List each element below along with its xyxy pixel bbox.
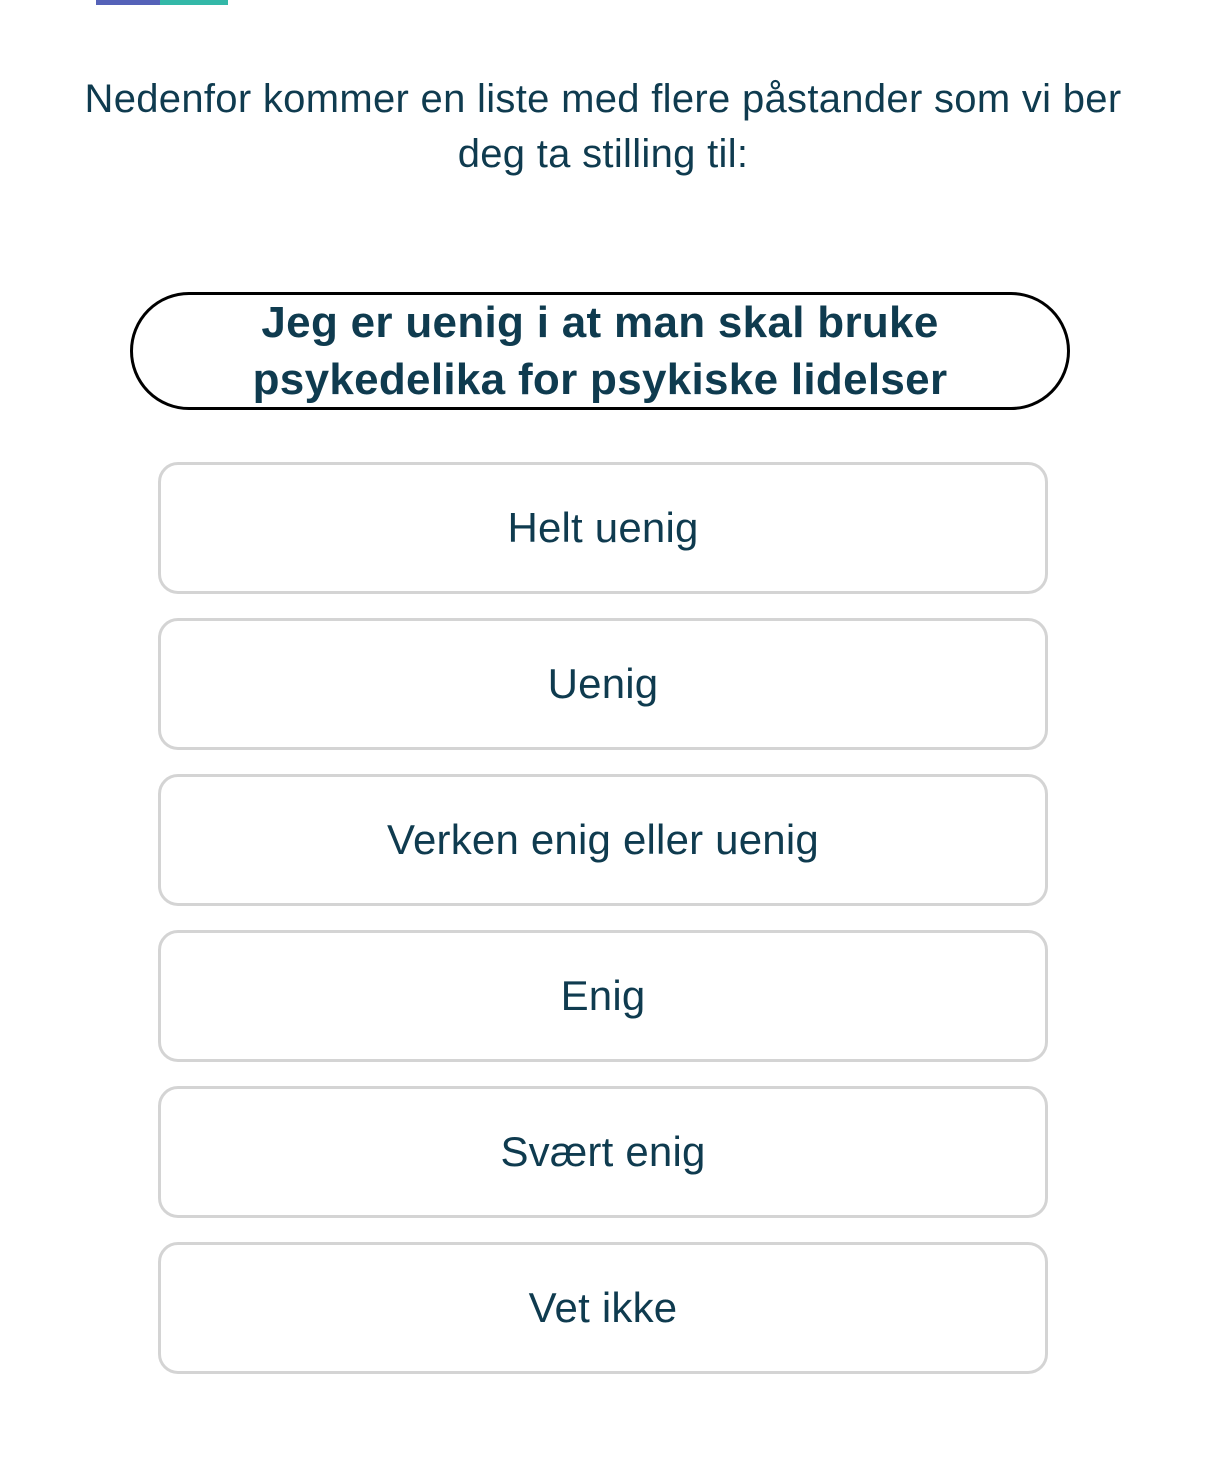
progress-segment-primary [96, 0, 160, 5]
option-label: Vet ikke [528, 1284, 678, 1331]
option-vet-ikke-button[interactable] [158, 1242, 1048, 1374]
option-svaert-enig-button[interactable] [158, 1086, 1048, 1218]
option-enig-button[interactable] [158, 930, 1048, 1062]
statement-text: Jeg er uenig i at man skal bruke psykedelika for psykiske lidelser [252, 298, 948, 404]
option-uenig-button[interactable] [158, 618, 1048, 750]
option-helt-uenig-button[interactable] [158, 462, 1048, 594]
option-verken-enig-eller-uenig-button[interactable] [158, 774, 1048, 906]
progress-bar [96, 0, 228, 5]
answer-options [158, 462, 1048, 1398]
option-label: Helt uenig [507, 504, 699, 551]
option-label: Svært enig [500, 1128, 706, 1175]
option-label: Verken enig eller uenig [387, 816, 819, 863]
option-label: Uenig [547, 660, 659, 707]
option-label: Enig [560, 972, 646, 1019]
progress-segment-secondary [160, 0, 228, 5]
instructions-text: Nedenfor kommer en liste med flere påstander som vi ber deg ta stilling til: [84, 77, 1122, 176]
statement-card [130, 292, 1070, 410]
